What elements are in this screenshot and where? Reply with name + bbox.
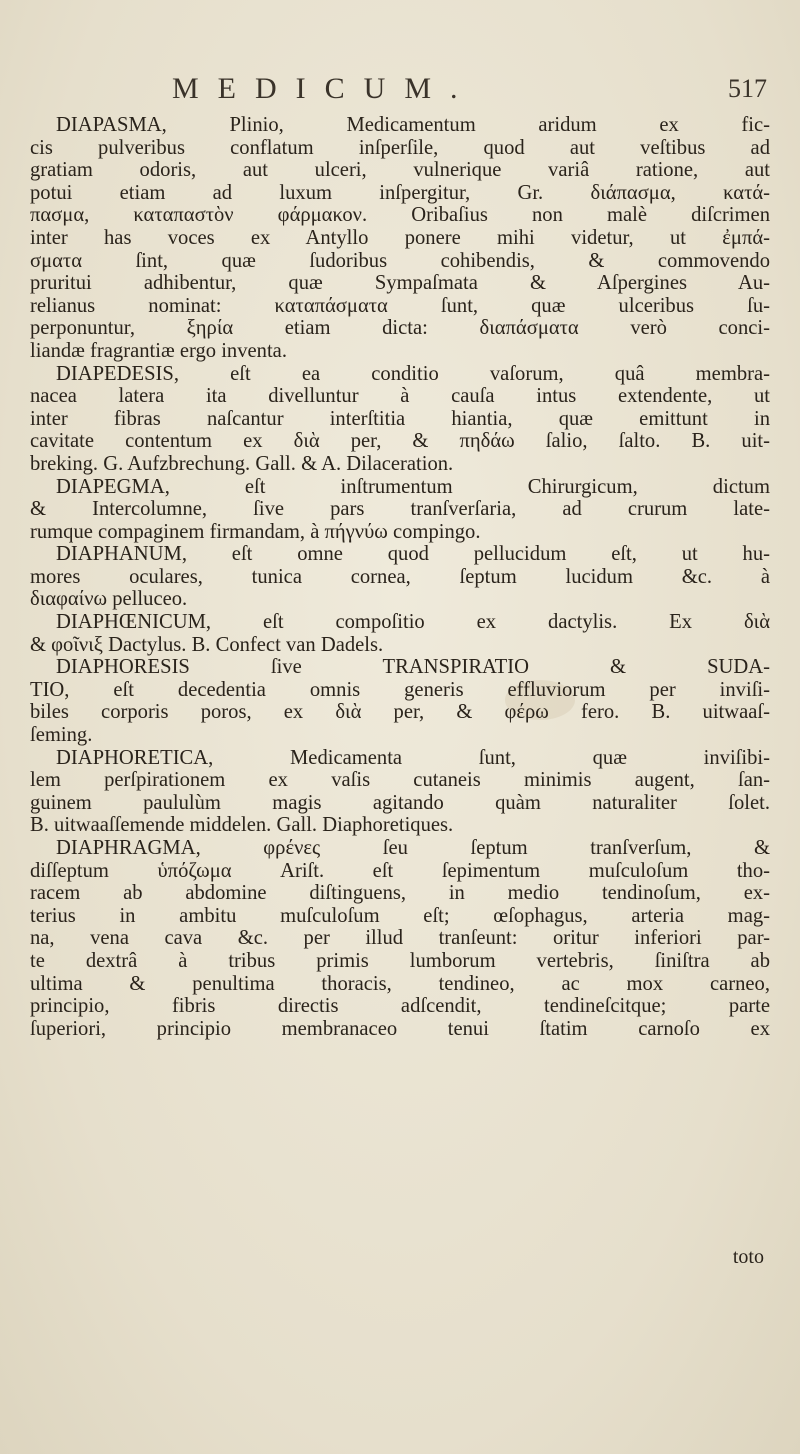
- text-line: ſuperiori, principio membranaceo tenui ſtatim carnoſo ex: [30, 1017, 770, 1040]
- text-line: & Intercolumne, ſive pars tranſverſaria, ad crurum late-: [30, 498, 770, 521]
- text-line: DIAPHANUM, eſt omne quod pellucidum eſt, ut hu-: [56, 543, 770, 566]
- page-header: [0, 70, 800, 110]
- text-line: pruritui adhibentur, quæ Sympaſmata & Aſpergines Au-: [30, 272, 770, 295]
- text-line: na, vena cava &c. per illud tranſeunt: oritur inferiori par-: [30, 927, 770, 950]
- text-line: inter has voces ex Antyllo ponere mihi videtur, ut ἐμπά-: [30, 226, 770, 249]
- text-line: DIAPEGMA, eſt inſtrumentum Chirurgicum, dictum: [56, 475, 770, 498]
- text-line: inter fibras naſcantur interſtitia hiantia, quæ emittunt in: [30, 407, 770, 430]
- running-head: MEDICUM.: [172, 72, 477, 105]
- text-line: cavitate contentum ex διὰ per, & πηδάω ſalio, ſalto. B. uit-: [30, 430, 770, 453]
- text-line: DIAPHŒNICUM, eſt compoſitio ex dactylis. Ex διὰ: [56, 611, 770, 634]
- text-line: διαφαίνω pelluceo.: [30, 588, 188, 611]
- text-line: DIAPHORETICA, Medicamenta ſunt, quæ inviſibi-: [56, 746, 770, 769]
- text-line: mores oculares, tunica cornea, ſeptum lucidum &c. à: [30, 565, 770, 588]
- text-line: potui etiam ad luxum inſpergitur, Gr. διάπασμα, κατά-: [30, 181, 770, 204]
- text-line: lem perſpirationem ex vaſis cutaneis minimis augent, ſan-: [30, 769, 770, 792]
- text-line: racem ab abdomine diſtinguens, in medio tendinoſum, ex-: [30, 882, 770, 905]
- dictionary-text: [30, 114, 770, 1040]
- text-line: gratiam odoris, aut ulceri, vulnerique variâ ratione, aut: [30, 159, 770, 182]
- text-line: perponuntur, ξηρία etiam dicta: διαπάσματα verò conci-: [30, 317, 770, 340]
- text-line: guinem paululùm magis agitando quàm naturaliter ſolet.: [30, 791, 770, 814]
- text-line: & φοῖνιξ Dactylus. B. Confect van Dadels.: [30, 633, 384, 656]
- text-line: B. uitwaaſſemende middelen. Gall. Diaphoretiques.: [30, 814, 454, 837]
- text-line: rumque compaginem firmandam, à πήγνύω compingo.: [30, 520, 481, 543]
- text-line: diſſeptum ὑπόζωμα Ariſt. eſt ſepimentum muſculoſum tho-: [30, 859, 770, 882]
- text-line: DIAPHORESIS ſive TRANSPIRATIO & SUDA-: [56, 656, 770, 679]
- text-line: te dextrâ à tribus primis lumborum vertebris, ſiniſtra ab: [30, 949, 770, 972]
- text-line: πασμα, καταπαστὸν φάρμακον. Oribaſius non malè diſcrimen: [30, 204, 770, 227]
- text-line: σματα ſint, quæ ſudoribus cohibendis, & commovendo: [30, 249, 770, 272]
- text-line: principio, fibris directis adſcendit, tendineſcitque; parte: [30, 995, 770, 1018]
- page-number: 517: [728, 74, 767, 103]
- text-line: DIAPEDESIS, eſt ea conditio vaſorum, quâ membra-: [56, 362, 770, 385]
- catchword: toto: [732, 1246, 764, 1268]
- text-line: ultima & penultima thoracis, tendineo, ac mox carneo,: [30, 972, 770, 995]
- text-line: nacea latera ita divelluntur à cauſa intus extendente, ut: [30, 385, 770, 408]
- text-line: terius in ambitu muſculoſum eſt; œſophagus, arteria mag-: [30, 904, 770, 927]
- text-line: TIO, eſt decedentia omnis generis effluviorum per inviſi-: [30, 678, 770, 701]
- text-line: DIAPASMA, Plinio, Medicamentum aridum ex fic-: [56, 114, 770, 136]
- text-line: DIAPHRAGMA, φρένες ſeu ſeptum tranſverſum, &: [56, 837, 770, 859]
- text-line: ſeming.: [30, 724, 93, 747]
- text-line: relianus nominat: καταπάσματα ſunt, quæ ulceribus ſu-: [30, 294, 770, 317]
- text-line: breking. G. Aufzbrechung. Gall. & A. Dilaceration.: [30, 452, 454, 475]
- text-line: liandæ fragrantiæ ergo inventa.: [30, 339, 287, 362]
- catchword-row: [30, 1246, 770, 1269]
- text-line: biles corporis poros, ex διὰ per, & φέρω fero. B. uitwaaſ-: [30, 701, 770, 724]
- text-line: cis pulveribus conflatum inſperſile, quod aut veſtibus ad: [30, 136, 770, 159]
